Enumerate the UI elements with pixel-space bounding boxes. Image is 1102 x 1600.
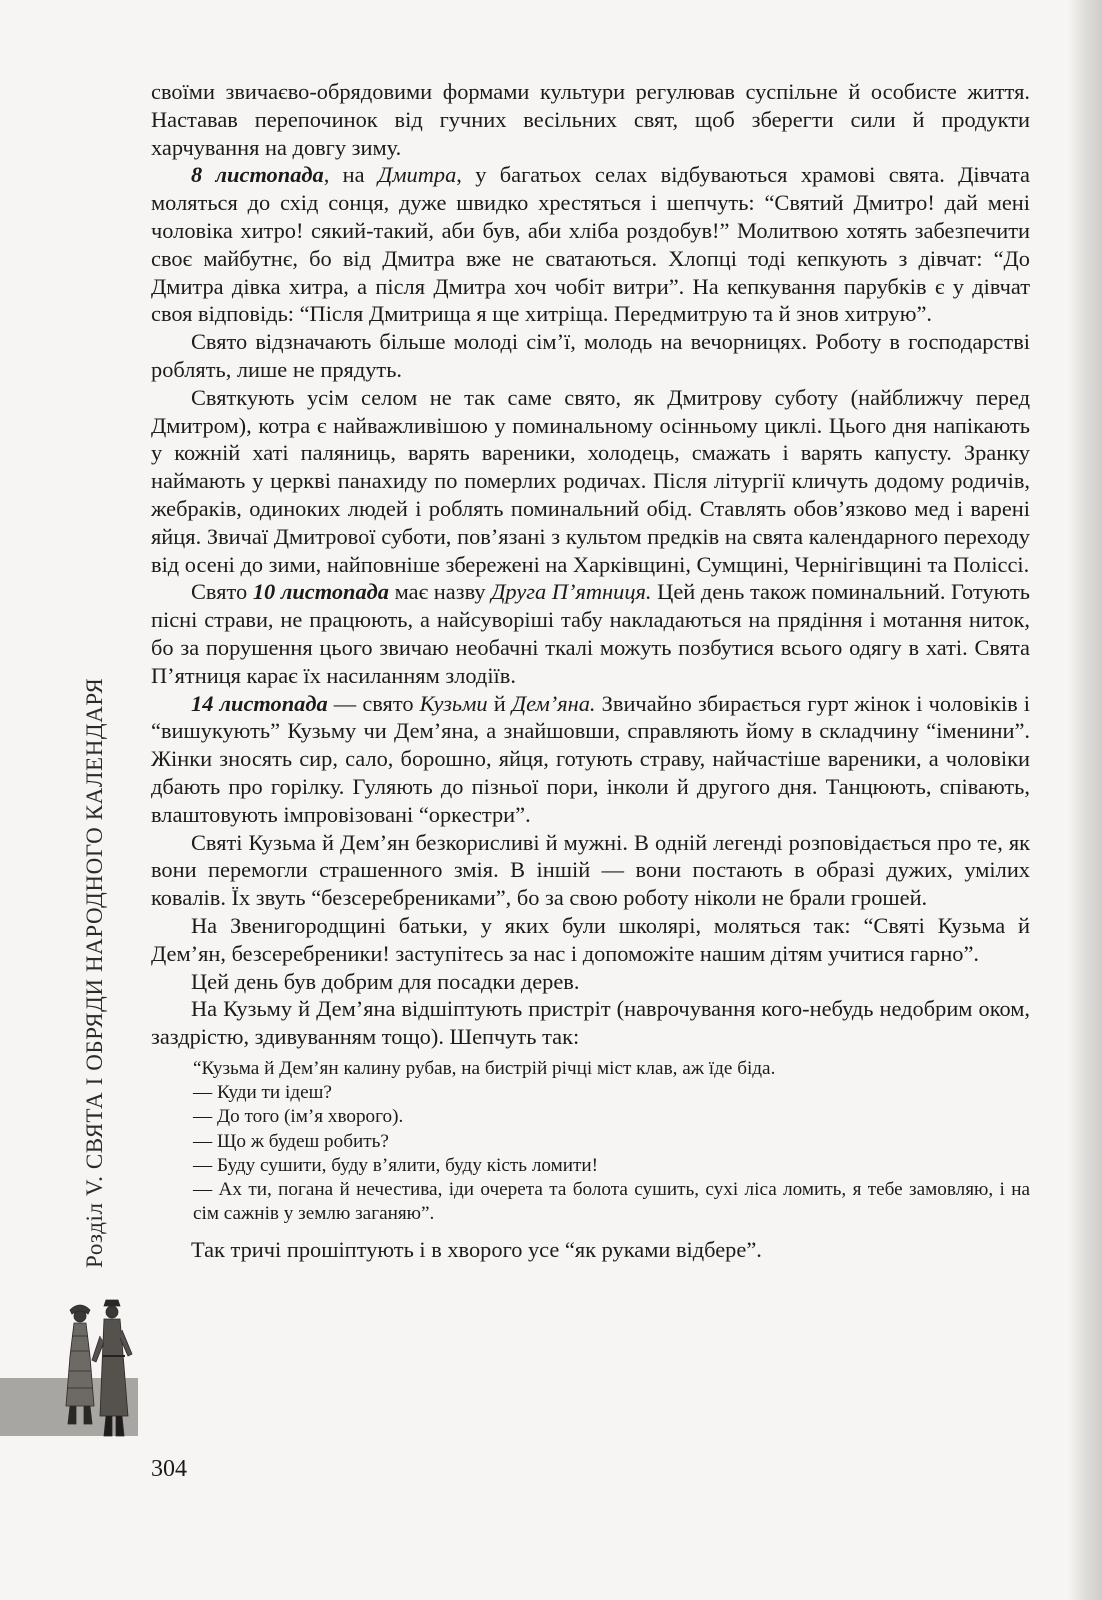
incantation-quote: [151, 1057, 1030, 1226]
text-run: Свято: [191, 579, 253, 605]
name-emphasis: Дем’яна.: [511, 690, 596, 716]
paragraph: Свято відзначають більше молоді сім’ї, молодь на вечорницях. Роботу в господарстві роблять, лише не прядуть.: [151, 329, 1030, 382]
text-run: має назву: [389, 579, 492, 605]
text-run: Звичайно збирається гурт жінок і чоловіків і “вишукують” Кузьму чи Дем’яна, а знайшовши, справляють йому в складчину “іменини”. Жінки зносять сир, сало, борошно, яйця, готують страву, найчастіше вареники, а чоловіки дбають про горілку. Гуляють до пізньої пори, інколи й другого дня. Танцюють, співають, влаштовують імпровізовані “оркестри”.: [151, 690, 1030, 827]
paragraph: На Кузьму й Дем’яна відшіптують пристріт (наврочування кого-небудь недобрим оком, заздрістю, здивуванням тощо). Шепчуть так:: [151, 996, 1030, 1050]
incantation-line: — Буду сушити, буду в’ялити, буду кість ломити!: [193, 1154, 599, 1176]
date-emphasis: 8 листопада: [191, 162, 324, 188]
paragraph: Святі Кузьма й Дем’ян безкорисливі й мужні. В одній легенді розповідається про те, як вони перемогли страшенного змія. В іншій — вони постають в образі дужих, умілих ковалів. Їх звуть “безсеребрениками”, бо за свою роботу ніколи не брали грошей.: [151, 829, 1030, 911]
paragraph: [151, 578, 1030, 689]
name-emphasis: Дмитра: [377, 162, 457, 188]
page-edge-shadow: [1068, 0, 1102, 1600]
running-header: Розділ V. СВЯТА І ОБРЯДИ НАРОДНОГО КАЛЕНДАРЯ: [82, 677, 107, 1268]
name-emphasis: Друга П’ятниця.: [491, 579, 652, 605]
incantation-line: — Куди ти ідеш?: [193, 1082, 332, 1104]
paragraph: На Звенигородщині батьки, у яких були школярі, моляться так: “Святі Кузьма й Дем’ян, безсеребреники! заступітесь за нас і допоможіте нашим дітям учитися гарно”.: [151, 912, 1030, 966]
paragraph: [151, 690, 1030, 829]
name-emphasis: Кузьми: [419, 690, 488, 716]
main-text: [151, 78, 1030, 1264]
folk-figures-illustration: [56, 1296, 136, 1440]
text-run: — свято: [327, 690, 420, 716]
text-run: Цей день також поминальний. Готують пісні страви, не працюють, а найсуворіші табу накладаються на прядіння і мотання ниток, бо за порушення цього звичаю необачні ткалі можуть позбутися всього одягу в хаті. Свята П’ятниця карає їх насиланням злодіїв.: [151, 579, 1031, 688]
text-run: , у багатьох селах відбуваються храмові свята. Дівчата моляться до схід сонця, дуже швидко хрестяться і шепчуть: “Святий Дмитро! дай мені чоловіка хитро! сякий-такий, аби був, аби хліба роздобув!” Молитвою хотять забезпечити своє майбутнє, бо від Дмитра вже не сватаються. Хлопці тоді кепкують з дівчат: “До Дмитра дівка хитра, а після Дмитра хоч чобіт витри”. На кепкування парубків є у дівчат своя відповідь: “Після Дмитрища я ще хитріща. Передмитрую та й знов хитрую”.: [151, 162, 1030, 327]
paragraph: Святкують усім селом не так саме свято, як Дмитрову суботу (найближчу перед Дмитром), котра є найважливішою у поминальному осінньому циклі. Цього дня напікають у кожній хаті паляниць, варять вареники, холодець, смажать і варять капусту. Зранку наймають у церкві панахиду по померлих родичах. Після літургії кличуть додому родичів, жебраків, одиноких людей і роблять поминальний обід. Ставлять обов’язково мед і варені яйця. Звичаї Дмитрової суботи, пов’язані з культом предків на свята календарного переходу від осені до зими, найповніше збережені на Харківщині, Сумщині, Чернігівщині та Поліссі.: [151, 384, 1030, 577]
text-run: й: [487, 690, 512, 716]
date-emphasis: 10 листопада: [252, 579, 389, 605]
page-number: 304: [151, 1456, 187, 1482]
incantation-line: — Ах ти, погана й нечестива, іди очерета та болота сушить, сухі ліса ломить, я тебе замовляю, і на сім сажнів у землю заганяю”.: [193, 1178, 1030, 1225]
text-run: , на: [323, 162, 378, 188]
incantation-line: “Кузьма й Дем’ян калину рубав, на бистрій річці міст клав, аж їде біда.: [193, 1057, 776, 1079]
date-emphasis: 14 листопада: [191, 690, 328, 716]
paragraph: [151, 161, 1030, 328]
paragraph: Цей день був добрим для посадки дерев.: [191, 968, 580, 994]
incantation-line: — До того (ім’я хворого).: [193, 1106, 404, 1128]
incantation-line: — Що ж будеш робить?: [193, 1130, 389, 1152]
paragraph: Так тричі прошіптують і в хворого усе “як руками відбере”.: [191, 1237, 762, 1263]
paragraph: своїми звичаєво-обрядовими формами культури регулював суспільне й особисте життя. Наставав перепочинок від гучних весільних свят, щоб зберегти сили й продукти харчування на довгу зиму.: [151, 79, 1030, 160]
